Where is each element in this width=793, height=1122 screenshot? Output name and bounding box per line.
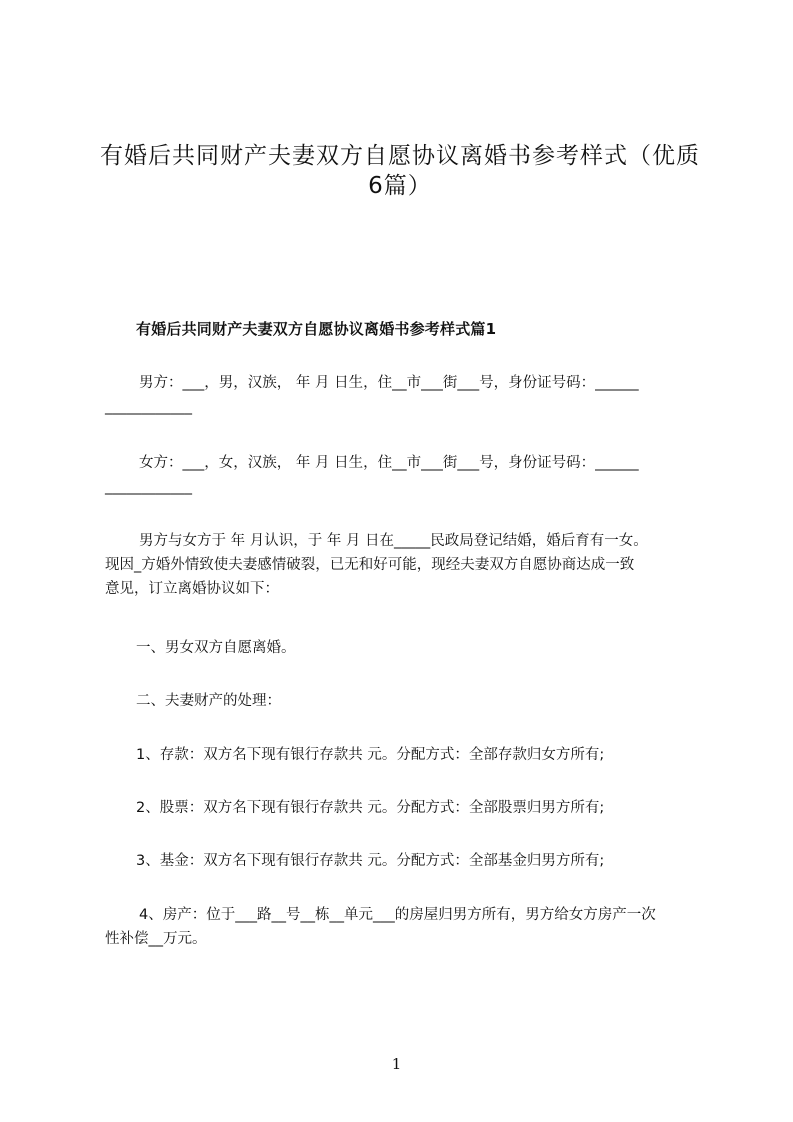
intro-line-3: 意见，订立离婚协议如下： [105, 581, 279, 597]
section-heading: 有婚后共同财产夫妻双方自愿协议离婚书参考样式篇1 [136, 320, 497, 338]
item-4-line-1: 4、房产：位于___路__号__栋__单元___的房屋归男方所有，男方给女方房产一次 [139, 907, 656, 923]
item-2-stocks [105, 796, 710, 820]
item-3-text: 3、基金：双方名下现有银行存款共 元。分配方式：全部基金归男方所有; [136, 853, 605, 869]
male-party-line-1: 男方：___，男，汉族， 年 月 日生，住__市___街___号，身份证号码：______ [139, 375, 639, 391]
item-1-text: 1、存款：双方名下现有银行存款共 元。分配方式：全部存款归女方所有; [136, 747, 605, 763]
document-title-line-1: 有婚后共同财产夫妻双方自愿协议离婚书参考样式（优质 [100, 143, 700, 169]
item-3-funds [105, 849, 710, 873]
clause-2 [105, 689, 710, 713]
clause-2-text: 二、夫妻财产的处理： [136, 693, 281, 709]
document-title [100, 141, 700, 201]
document-title-line-2: 6篇） [368, 173, 432, 199]
clause-1-text: 一、男女双方自愿离婚。 [136, 640, 296, 656]
item-4-line-2: 性补偿__万元。 [105, 931, 207, 947]
item-2-text: 2、股票：双方名下现有银行存款共 元。分配方式：全部股票归男方所有; [136, 800, 605, 816]
item-4-property [105, 903, 710, 951]
female-party-paragraph [105, 451, 710, 499]
male-party-paragraph [105, 371, 710, 419]
page-number: 1 [391, 1055, 402, 1073]
female-party-line-1: 女方：___，女，汉族， 年 月 日生，住__市___街___号，身份证号码：______ [139, 455, 639, 471]
intro-line-2: 现因_方婚外情致使夫妻感情破裂，已无和好可能，现经夫妻双方自愿协商达成一致 [105, 557, 635, 573]
item-1-savings [105, 743, 710, 767]
female-party-line-2: ____________ [105, 479, 192, 495]
male-party-line-2: ____________ [105, 399, 192, 415]
intro-paragraph [105, 529, 710, 601]
clause-1 [105, 636, 710, 660]
intro-line-1: 男方与女方于 年 月认识，于 年 月 日在_____民政局登记结婚，婚后育有一女。 [139, 533, 648, 549]
